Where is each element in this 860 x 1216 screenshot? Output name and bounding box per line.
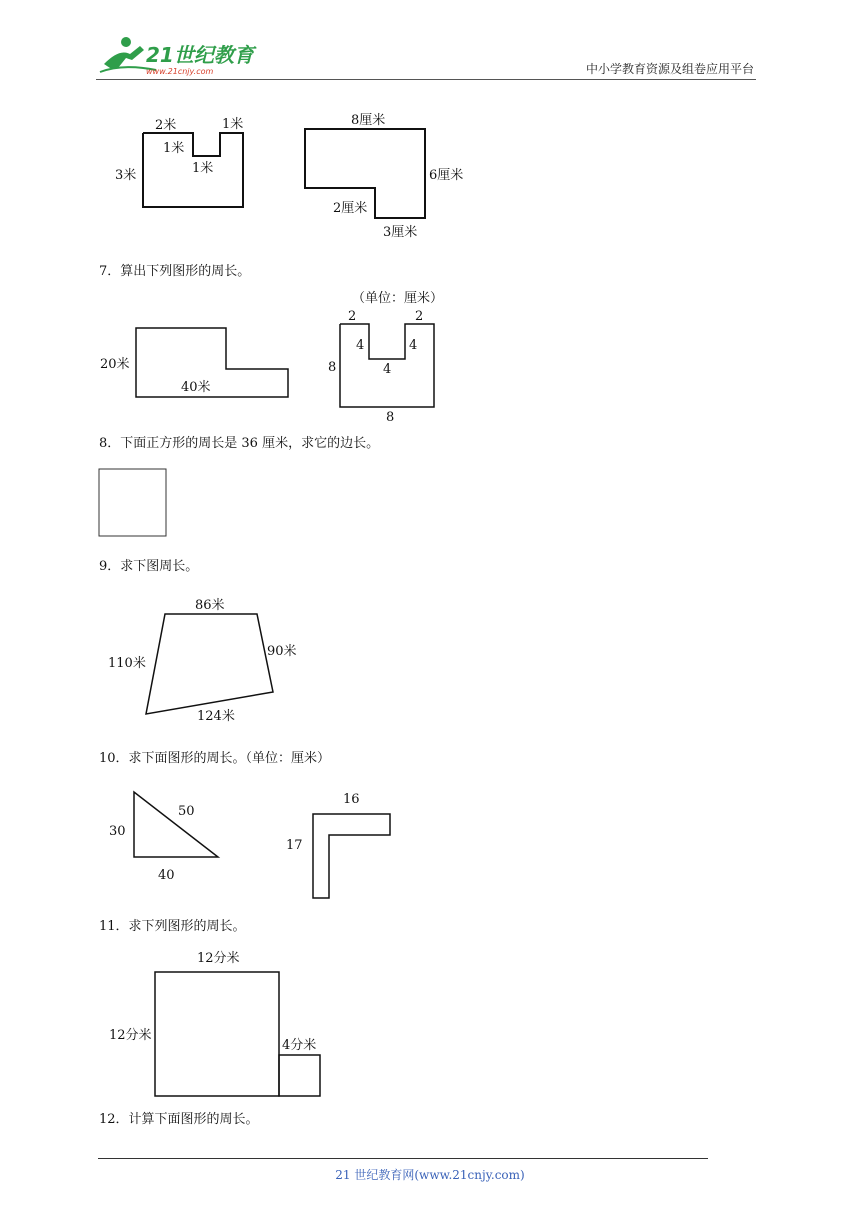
label-8cm: 8厘米 (351, 113, 386, 128)
label-12dm-top: 12分米 (197, 951, 240, 966)
label-124m: 124米 (197, 709, 235, 724)
label-top-2b: 2 (415, 309, 424, 324)
label-unit-cm: （单位：厘米） (352, 291, 444, 306)
question-11: 11．求下列图形的周长。 (99, 919, 246, 934)
label-inner-4a: 4 (356, 338, 365, 353)
label-4dm: 4分米 (282, 1038, 317, 1053)
header-platform-text: 中小学教育资源及组卷应用平台 (585, 62, 754, 76)
label-inner-4c: 4 (383, 362, 392, 377)
label-16: 16 (343, 792, 360, 807)
label-bottom-8: 8 (386, 410, 395, 425)
label-50: 50 (178, 804, 195, 819)
figure-q7-ushape (328, 290, 443, 425)
figure-q7-step (100, 328, 288, 397)
label-side-8: 8 (328, 360, 337, 375)
logo-url: www.21cnjy.com (146, 67, 214, 76)
label-1m-a: 1米 (222, 117, 244, 132)
question-7: 7．算出下列图形的周长。 (99, 264, 251, 279)
question-8: 8．下面正方形的周长是 36 厘米，求它的边长。 (99, 436, 380, 451)
figure-q8-square (99, 469, 166, 536)
question-9: 9．求下图周长。 (99, 559, 199, 574)
label-110m: 110米 (108, 656, 146, 671)
label-40: 40 (158, 868, 175, 883)
label-inner-4b: 4 (409, 338, 418, 353)
label-2m: 2米 (155, 118, 177, 133)
label-20m: 20米 (100, 357, 130, 372)
figure-q10-lshape (286, 792, 390, 898)
figure-notched-rect (115, 116, 243, 207)
figure-q10-triangle (109, 792, 218, 883)
label-3m: 3米 (115, 168, 137, 183)
footer-divider (98, 1158, 708, 1159)
label-3cm: 3厘米 (383, 225, 418, 240)
label-86m: 86米 (195, 598, 225, 613)
footer-link[interactable]: 21 世纪教育网(www.21cnjy.com) (335, 1168, 525, 1182)
label-1m-c: 1米 (192, 161, 214, 176)
label-2cm: 2厘米 (333, 201, 368, 216)
label-top-2a: 2 (348, 309, 357, 324)
label-1m-b: 1米 (163, 141, 185, 156)
label-30: 30 (109, 824, 126, 839)
question-12: 12．计算下面图形的周长。 (99, 1112, 259, 1127)
label-6cm: 6厘米 (429, 168, 464, 183)
figure-q11-squares (109, 950, 320, 1096)
figure-l-shape-top (305, 112, 463, 240)
label-12dm-side: 12分米 (109, 1028, 152, 1043)
label-17: 17 (286, 838, 303, 853)
figure-q9-quadrilateral (108, 597, 297, 724)
logo-text: 21世纪教育 (146, 43, 254, 67)
question-10: 10．求下面图形的周长。（单位：厘米） (99, 751, 331, 766)
label-40m: 40米 (181, 380, 211, 395)
label-90m: 90米 (267, 644, 297, 659)
